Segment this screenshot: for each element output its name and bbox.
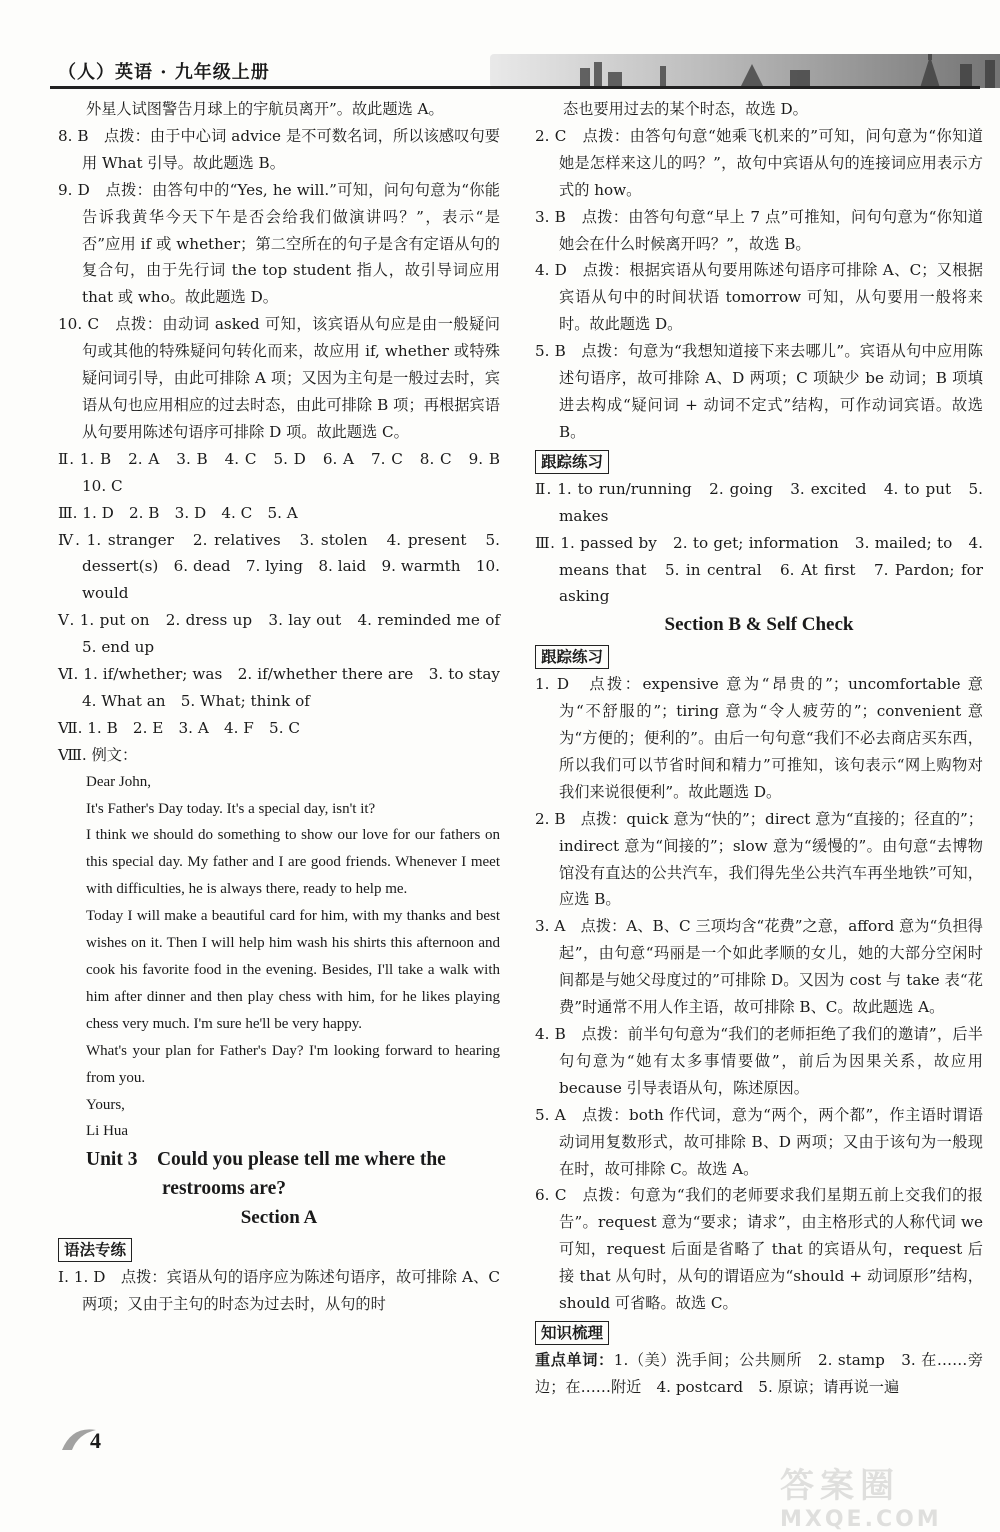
key-words-label: 重点单词： [535,1350,614,1369]
letter-paragraph: Yours, [86,1096,125,1113]
unit-title-line1: Unit 3 Could you please tell me where the [86,1149,446,1171]
left-end-answers [58,1264,500,1318]
answer-item: 10. C 点拨：由动词 asked 可知，该宾语从句应是由一般疑问句或其他的特殊疑问句转化而来，故应用 if, whether 或特殊疑问词引导，由此可排除 A 项；又因为主句是一般过去时，宾语从句也应用相应的过去时态，由此可排除 B 项；再根据宾语从句要用陈述句语序可排除 D 项。故此题选 C。 [58,315,500,441]
watermark-url: MXQE.COM [780,1507,942,1532]
answer-item: 5. B 点拨：句意为“我想知道接下来去哪儿”。宾语从句中应用陈述句语序，故可排除 A、D 两项；C 项缺少 be 动词；B 项填进去构成“疑问词 + 动词不定式”结构，可作动词宾语。故选 B。 [535,342,983,441]
knowledge-summary-label: 知识梳理 [535,1321,609,1345]
book-title: （人）英语 · 九年级上册 [58,62,270,83]
unit-title-line2: restrooms are? [162,1178,287,1200]
answer-item: 4. B 点拨：前半句句意为“我们的老师拒绝了我们的邀请”，后半句句意为“她有太多事情要做”，前后为因果关系，故应用 because 引导表语从句，陈述原因。 [535,1025,983,1097]
answer-item: Ⅲ. 1. passed by 2. to get; information 3. mailed; to 4. means that 5. in central 6. At first 7. Pardon; for asking [535,533,983,606]
answer-item: 3. A 点拨：A、B、C 三项均含“花费”之意，afford 意为“负担得起”，由句意“玛丽是一个如此孝顺的女儿，她的大部分空闲时间都是与她父母度过的”可排除 D。又因为 cost 与 take 表“花费”时通常不用人作主语，故可排除 B、C。故此题选 A。 [535,917,983,1017]
answer-item: 1. D 点拨：expensive 意为“昂贵的”；uncomfortable 意为“不舒服的”；tiring 意为“令人疲劳的”；convenient 意为“方便的；便利的”。由后一句句意“我们不必去商店买东西，所以我们可以节省时间和精力”可推知，该句表示“网上购物对我们来说很便利”。故此题选 D。 [535,675,983,801]
letter-paragraph: I think we should do something to show our love for our fathers on this special day. My father and I are good friends. Whenever I meet with difficulties, he is always there, ready to help me. [86,827,500,898]
page-header [50,54,980,88]
section-a-title: Section A [240,1207,318,1229]
answer-item: 2. C 点拨：由答句句意“她乘飞机来的”可知，问句意为“你知道她是怎样来这儿的吗？”，故句中宾语从句的连接词应用表示方式的 how。 [535,126,983,199]
answer-item: 态也要用过去的某个时态，故选 D。 [563,100,808,118]
letter-paragraph: Today I will make a beautiful card for him, with my thanks and best wishes on it. Then I will help him wash his shirts this afternoon and cook his favorite food in the evening. Besides, I'll take a walk with him after dinner and then play chess with him, for he likes playing chess very much. I'm sure he'll be very happy. [86,908,500,1032]
answer-item: Ⅰ. 1. D 点拨：宾语从句的语序应为陈述句语序，故可排除 A、C 两项；又由于主句的时态为过去时，从句的时 [58,1268,500,1314]
answer-item: Ⅶ. 1. B 2. E 3. A 4. F 5. C [58,718,300,737]
answer-item: 6. C 点拨：句意为“我们的老师要求我们星期五前上交我们的报告”。request 意为“要求；请求”，由主格形式的人称代词 we 可知，request 后面是省略了 that 的宾语从句，request 后接 that 从句时，从句的谓语应为“should + 动词原形”结构，should 可省略。故选 C。 [535,1186,983,1313]
answer-item: 4. D 点拨：根据宾语从句要用陈述句语序可排除 A、C；又根据宾语从句中的时间状语 tomorrow 可知，从句要用一般将来时。故此题选 D。 [535,261,983,334]
right-mid-answers [535,476,983,611]
unit-title [58,1145,500,1203]
answer-item: Ⅳ. 1. stranger 2. relatives 3. stolen 4. present 5. dessert(s) 6. dead 7. lying 8. laid 9. warmth 10. would [58,530,500,603]
answer-item: 外星人试图警告月球上的宇航员离开”。故此题选 A。 [86,100,444,118]
grammar-practice-label: 语法专练 [58,1238,132,1262]
answer-item: Ⅱ. 1. B 2. A 3. B 4. C 5. D 6. A 7. C 8. C 9. B 10. C [58,449,516,495]
answer-item: Ⅱ. 1. to run/running 2. going 3. excited 4. to put 5. makes [535,479,983,525]
answer-item: 9. D 点拨：由答句中的“Yes, he will.”可知，问句句意为“你能告诉我黄华今天下午是否会给我们做演讲吗？”，表示“是否”应用 if 或 whether；第二空所在的句子是含有定语从句的复合句，由于先行词 the top student 指人，故引导词应用 that 或 who。故此题选 D。 [58,180,500,307]
section-b-answers [535,671,983,1317]
answer-item: Ⅵ. 1. if/whether; was 2. if/whether there are 3. to stay 4. What an 5. What; think of [58,665,516,710]
answer-item: 2. B 点拨：quick 意为“快的”；direct 意为“直接的；径直的”；indirect 意为“间接的”；slow 意为“缓慢的”。由句意“去博物馆没有直达的公共汽车，我们得先坐公共汽车再坐地铁”可知，应选 B。 [535,809,983,909]
section-b-title: Section B & Self Check [664,614,854,636]
follow-practice-label-1: 跟踪练习 [535,450,609,474]
skyline-icon [490,54,1000,88]
follow-practice-label-2: 跟踪练习 [535,645,609,669]
right-top-answers [535,96,983,446]
page-footer [58,1420,118,1460]
header-rule [50,86,980,89]
answer-item: 8. B 点拨：由于中心词 advice 是不可数名词，所以该感叹句要用 What 引导。故此题选 B。 [58,126,500,172]
letter-paragraph: Dear John, [86,773,151,790]
answer-item: Ⅴ. 1. put on 2. dress up 3. lay out 4. reminded me of 5. end up [58,611,516,657]
page-number: 4 [90,1428,101,1453]
sample-letter [58,769,500,1146]
watermark-main: 答案圈 [780,1466,900,1506]
right-column [535,96,983,1401]
letter-paragraph: What's your plan for Father's Day? I'm looking forward to hearing from you. [86,1042,500,1086]
answer-item: Ⅲ. 1. D 2. B 3. D 4. C 5. A [58,503,298,522]
watermark [780,1458,980,1532]
answer-item: Ⅷ. 例文： [58,745,138,764]
header-skyline-image [490,54,1000,88]
letter-paragraph: It's Father's Day today. It's a special day, isn't it? [86,800,376,817]
letter-paragraph: Li Hua [86,1123,129,1140]
key-words-text: 1.（美）洗手间；公共厕所 2. stamp 3. 在……旁边；在……附近 4. postcard 5. 原谅；请再说一遍 [535,1350,984,1396]
answer-item: 3. B 点拨：由答句句意“早上 7 点”可推知，问句句意为“你知道她会在什么时候离开吗？”，故选 B。 [535,207,983,253]
left-answers [58,96,516,769]
left-column [58,96,516,1318]
key-words [535,1347,983,1401]
answer-item: 5. A 点拨：both 作代词，意为“两个，两个都”，作主语时谓语动词用复数形式，故可排除 B、D 两项；又由于该句为一般现在时，故可排除 C。故选 A。 [535,1105,983,1178]
